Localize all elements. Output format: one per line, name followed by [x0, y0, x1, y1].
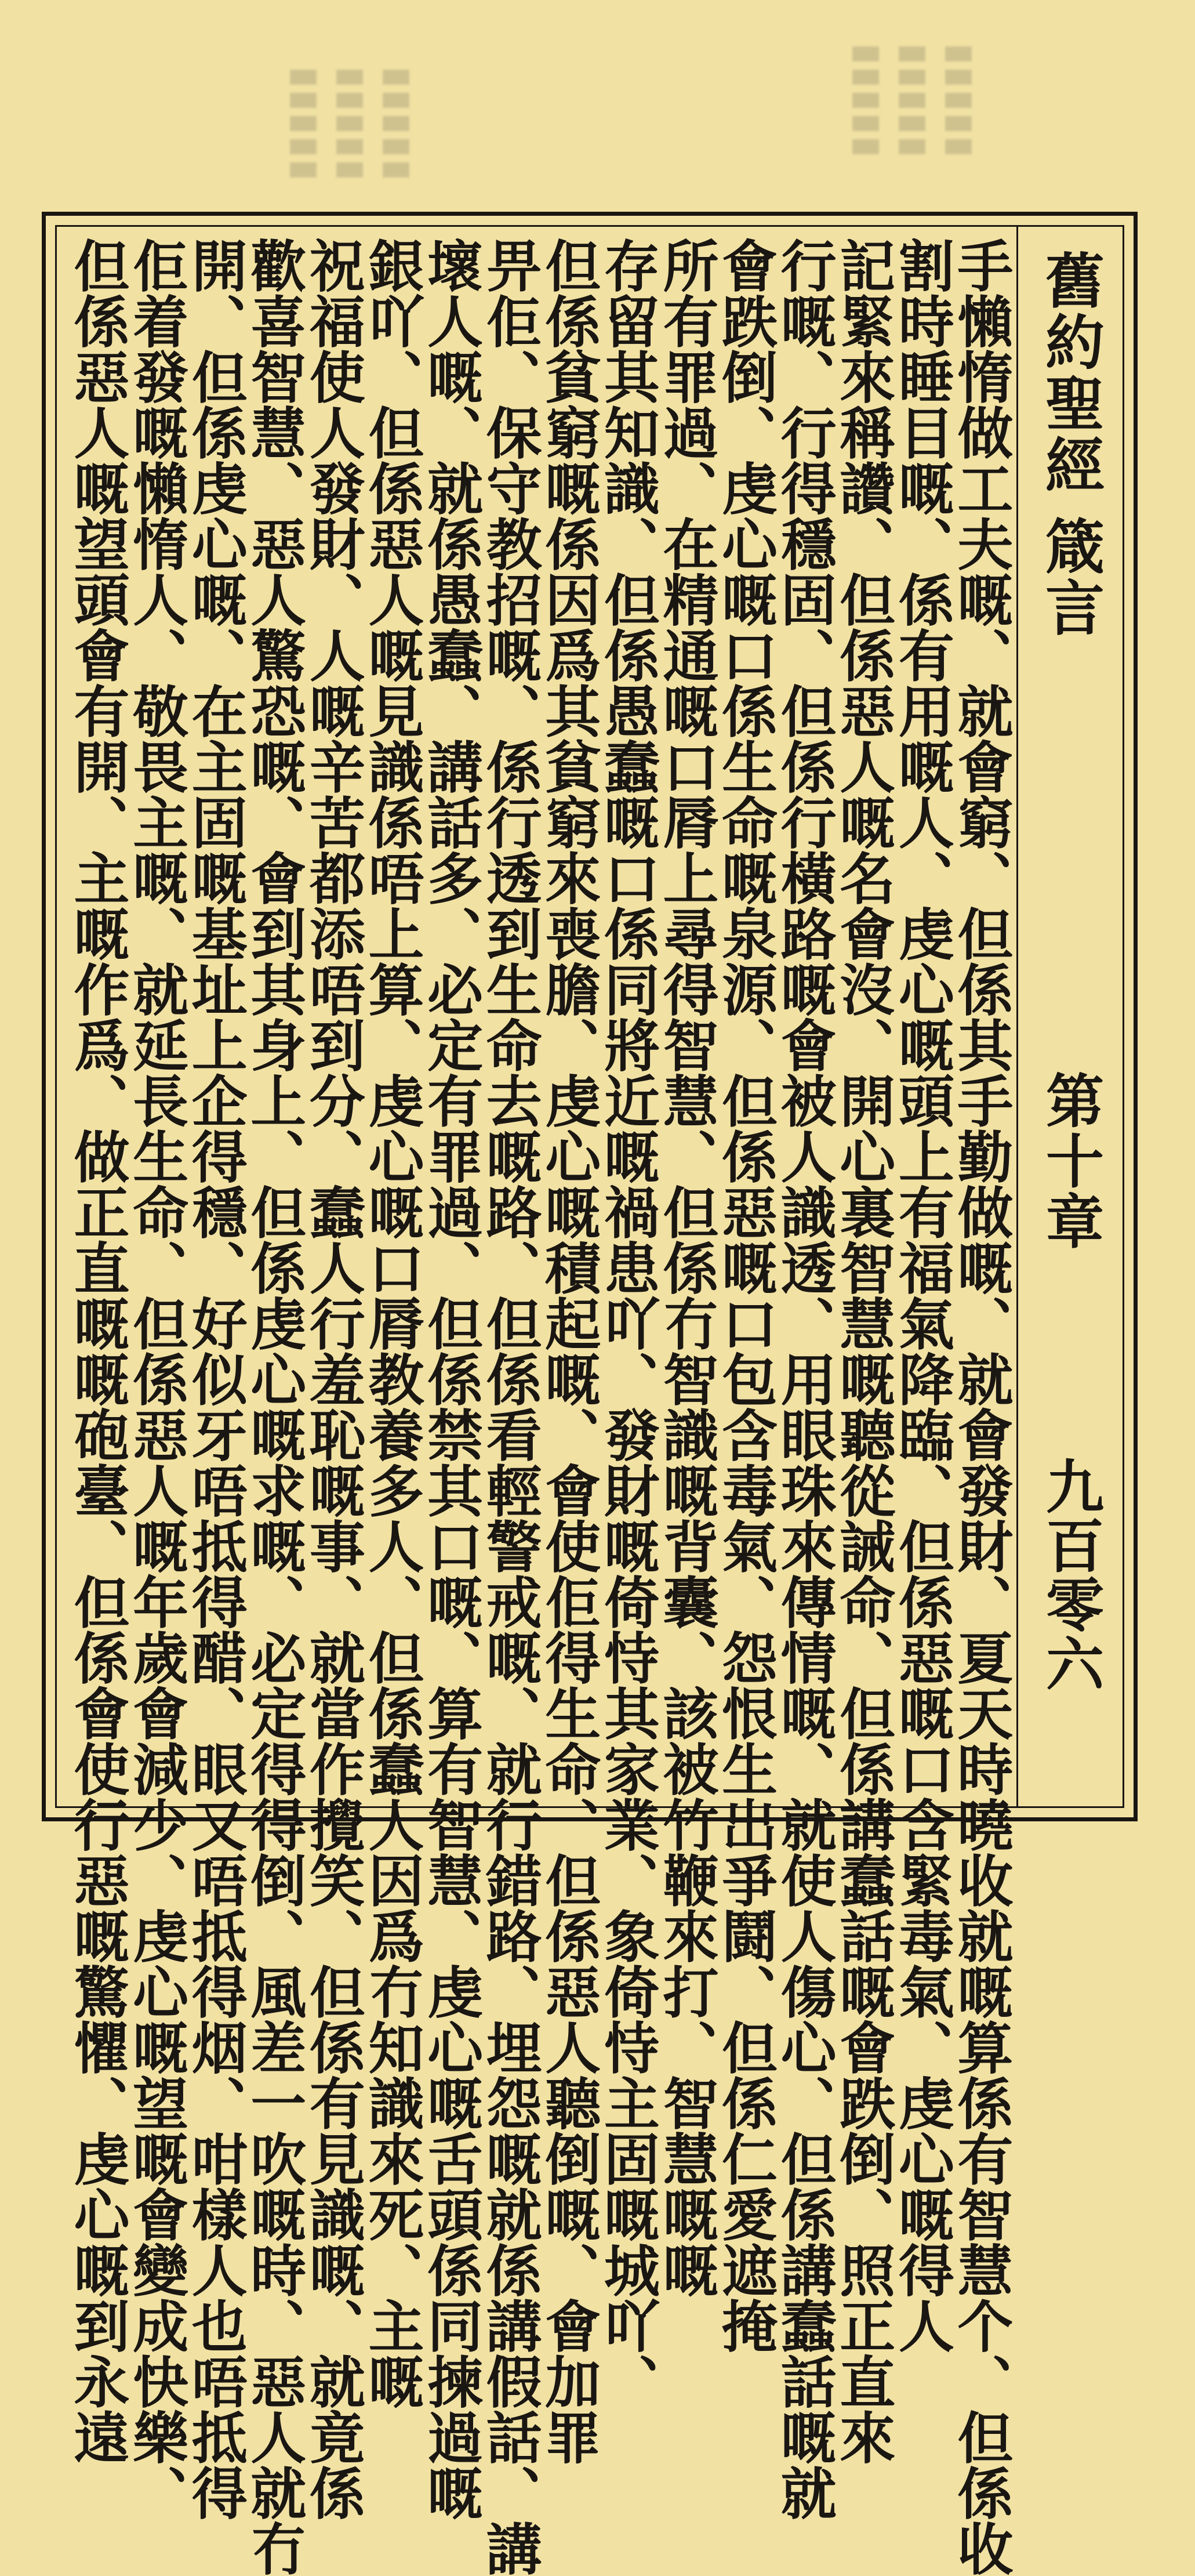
show-through-mark — [852, 46, 879, 162]
body-text — [65, 237, 1014, 2576]
text-column: 開、但係虔心嘅、在主固嘅基址上企得穩、好似牙唔抵得醋、眼又唔抵得烟、咁樣人也唔抵得 — [183, 237, 249, 2520]
book-title-main: 舊約聖經 — [1036, 250, 1105, 496]
text-column: 但係貧窮嘅係因爲其貧窮來喪膽、虔心嘅積起嘅、會使佢得生命、但係惡人聽倒嘅、會加罪 — [536, 237, 602, 2465]
text-column: 會跌倒、虔心嘅口係生命嘅泉源、但係惡嘅口包含毒氣、怨恨生出爭鬪、但係仁愛遮掩 — [713, 237, 779, 2353]
text-column: 記緊來稱讚、但係惡人嘅名會沒、開心裏智慧嘅聽從誡命、但係講蠢話嘅會跌倒、照正直來 — [830, 237, 896, 2465]
text-column: 銀吖、但係惡人嘅見識係唔上算、虔心嘅口脣教養多人、但係蠢人因爲冇知識來死、主嘅 — [359, 237, 425, 2409]
text-column: 壞人嘅、就係愚蠢、講話多、必定有罪過、但係禁其口嘅、算有智慧、虔心嘅舌頭係同揀過嘅 — [418, 237, 484, 2520]
text-column: 所有罪過、在精通嘅口脣上尋得智慧、但係冇智識嘅背囊、該被竹鞭來打、智慧嘅嘅 — [653, 237, 720, 2298]
text-column: 行嘅、行得穩固、但係行橫路嘅會被人識透、用眼珠來傳情嘅、就使人傷心、但係講蠢話嘅就 — [772, 237, 838, 2520]
chapter-label: 第十章 — [1036, 1071, 1105, 1252]
book-title — [1028, 250, 1113, 639]
show-through-mark — [290, 70, 317, 186]
text-column: 佢着發嘅懶惰人、敬畏主嘅、就延長生命、但係惡人嘅年歲會減少、虔心嘅望嘅會變成快樂、 — [124, 237, 190, 2520]
text-column: 但係惡人嘅望頭會有開、主嘅作爲、做正直嘅嘅砲臺、但係會使行惡嘅驚懼、虔心嘅到永遠 — [65, 237, 130, 2465]
show-through-mark — [336, 70, 363, 186]
page-number: 九百零六 — [1036, 1457, 1105, 1693]
text-column: 手懶惰做工夫嘅、就會窮、但係其手勤做嘅、就會發財、夏天時曉收就嘅算係有智慧个、但係收 — [948, 237, 1014, 2576]
show-through-mark — [945, 46, 972, 162]
inner-frame — [55, 225, 1124, 2576]
text-column: 畀佢、保守教招嘅、係行透到生命去嘅路、但係看輕警戒嘅、就行錯路、埋怨嘅就係講假話、講 — [477, 237, 543, 2576]
text-column: 存留其知識、但係愚蠢嘅口係同將近嘅禍患吖、發財嘅倚恃其家業、象倚恃主固嘅城吖、 — [595, 237, 661, 2409]
show-through-mark — [383, 70, 409, 186]
text-column: 割時睡目嘅、係有用嘅人、虔心嘅頭上有福氣降臨、但係惡嘅口含緊毒氣、虔心嘅得人 — [889, 237, 956, 2353]
text-column: 祝福使人發財、人嘅辛苦都添唔到分、蠢人行羞恥嘅事、就當作攪笑、但係有見識嘅、就竟係 — [300, 237, 366, 2520]
header-column — [1016, 227, 1123, 1806]
page-frame — [42, 212, 1138, 2576]
text-column: 歡喜智慧、惡人驚恐嘅、會到其身上、但係虔心嘅求嘅、必定得得倒、風差一吹嘅時、惡人就冇 — [241, 237, 307, 2576]
show-through-mark — [899, 46, 925, 162]
book-title-section: 箴言 — [1036, 516, 1105, 639]
